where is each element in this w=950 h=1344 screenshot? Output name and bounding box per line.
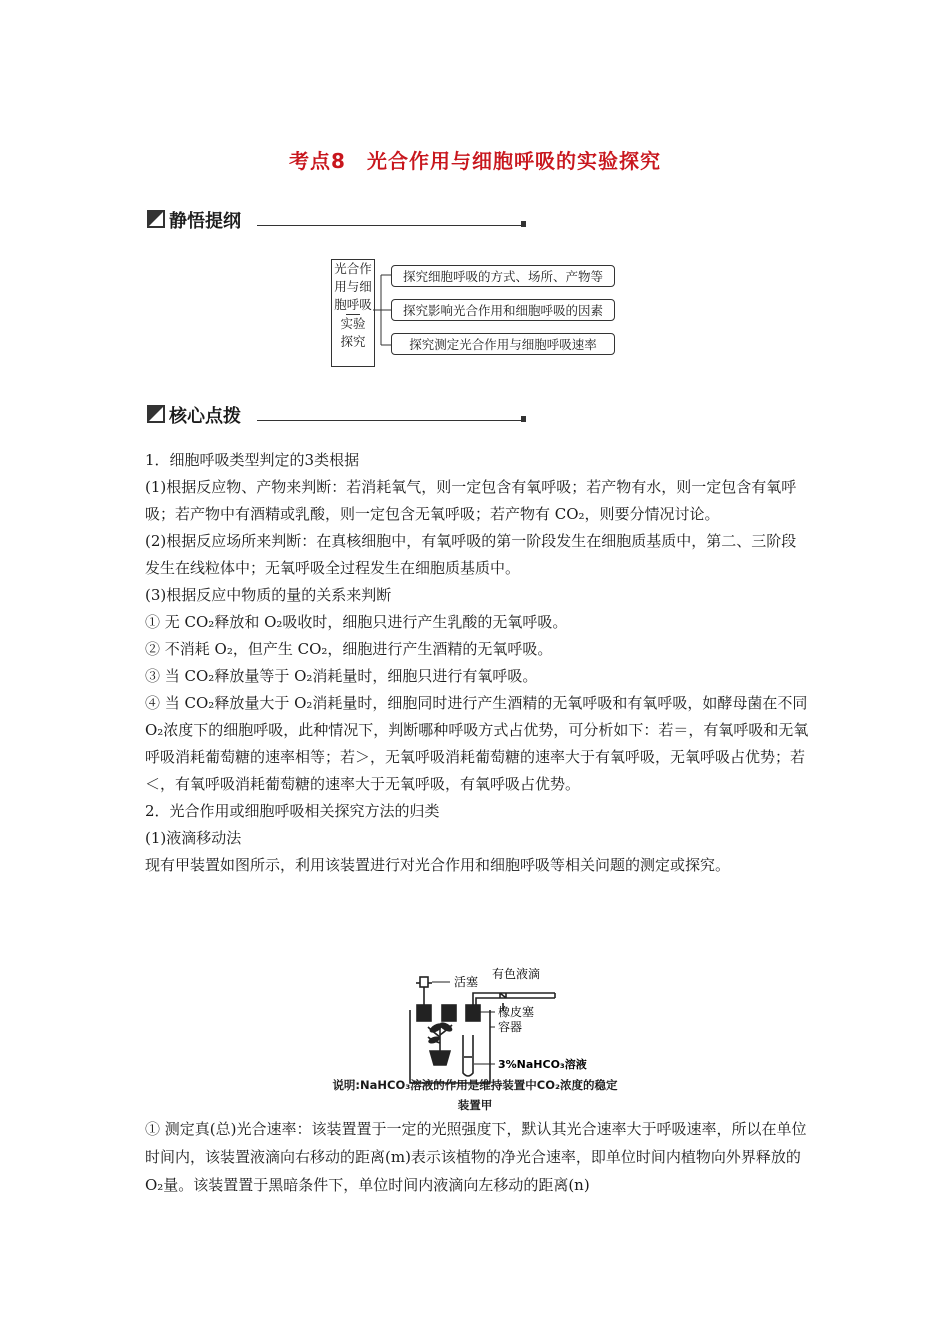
outline-root-line: 胞呼吸 (334, 297, 372, 312)
paragraph: ③ 当 CO₂释放量等于 O₂消耗量时，细胞只进行有氧呼吸。 (145, 667, 538, 685)
label-valve: 活塞 (454, 975, 479, 989)
label-stopper: 橡皮塞 (498, 1005, 535, 1019)
page-title: 考点8 光合作用与细胞呼吸的实验探究 (289, 149, 661, 173)
body-content (145, 447, 810, 879)
paragraph: (1)液滴移动法 (145, 829, 242, 847)
section-marker-icon (147, 405, 165, 423)
paragraph: ④ 当 CO₂释放量大于 O₂消耗量时，细胞同时进行产生酒精的无氧呼吸和有氧呼吸，如酵母菌在不同 O₂浓度下的细胞呼吸，此种情况下，判断哪种呼吸方式占优势，可分析如下：若＝，有氧呼吸和无氧呼吸消耗葡萄糖的速率相等；若＞，无氧呼吸消耗葡萄糖的速率大于有氧呼吸，无氧呼吸占优势；若＜，有氧呼吸消耗葡萄糖的速率大于无氧呼吸，有氧呼吸占优势。 (145, 694, 809, 793)
bottom-content (145, 1115, 810, 1199)
outline-root-line: 光合作 (334, 261, 372, 276)
paragraph: ① 测定真(总)光合速率：该装置置于一定的光照强度下，默认其光合速率大于呼吸速率，所以在单位时间内，该装置液滴向右移动的距离(m)表示该植物的净光合速率，即单位时间内植物向外界释放的 O₂量。该装置置于黑暗条件下，单位时间内液滴向左移动的距离(n) (145, 1120, 807, 1194)
section-header-outline (147, 207, 527, 231)
outline-branch: 探究测定光合作用与细胞呼吸速率 (391, 333, 615, 355)
label-container: 容器 (498, 1020, 523, 1034)
outline-root-line: 探究 (340, 334, 366, 349)
heading-1: 1．细胞呼吸类型判定的3类根据 (145, 451, 360, 469)
outline-root (331, 259, 375, 367)
paragraph: (2)根据反应场所来判断：在真核细胞中，有氧呼吸的第一阶段发生在细胞质基质中，第二、三阶段发生在线粒体中；无氧呼吸全过程发生在细胞质基质中。 (145, 532, 797, 577)
outline-branch: 探究影响光合作用和细胞呼吸的因素 (391, 299, 615, 321)
heading-2: 2．光合作用或细胞呼吸相关探究方法的归类 (145, 802, 440, 820)
paragraph: ① 无 CO₂释放和 O₂吸收时，细胞只进行产生乳酸的无氧呼吸。 (145, 613, 568, 631)
section-marker-icon (147, 210, 165, 228)
label-colored-drop: 有色液滴 (492, 967, 541, 981)
section-rule (257, 225, 522, 226)
paragraph: (1)根据反应物、产物来判断：若消耗氧气，则一定包含有氧呼吸；若产物有水，则一定包含有氧呼吸；若产物中有酒精或乳酸，则一定包含无氧呼吸；若产物有 CO₂，则要分情况讨论。 (145, 478, 797, 523)
section-title: 静悟提纲 (169, 211, 241, 232)
outline-root-line: 用与细 (334, 279, 372, 294)
paragraph: 现有甲装置如图所示，利用该装置进行对光合作用和细胞呼吸等相关问题的测定或探究。 (145, 856, 731, 874)
outline-branch: 探究细胞呼吸的方式、场所、产物等 (391, 265, 615, 287)
section-rule (257, 420, 522, 421)
section-rule-end (521, 221, 526, 227)
caption-title: 装置甲 (457, 1098, 493, 1112)
caption-note: 说明:NaHCO₃溶液的作用是维持装置中CO₂浓度的稳定 (332, 1078, 618, 1092)
figure-caption (0, 1075, 950, 1115)
outline-root-line: 实验 (340, 316, 366, 331)
label-solution: 3%NaHCO₃溶液 (498, 1058, 587, 1071)
paragraph: (3)根据反应中物质的量的关系来判断 (145, 586, 392, 604)
section-header-core (147, 402, 527, 426)
section-rule-end (521, 416, 526, 422)
outline-connector (373, 265, 393, 355)
section-title: 核心点拨 (169, 406, 241, 427)
paragraph: ② 不消耗 O₂，但产生 CO₂，细胞进行产生酒精的无氧呼吸。 (145, 640, 553, 658)
